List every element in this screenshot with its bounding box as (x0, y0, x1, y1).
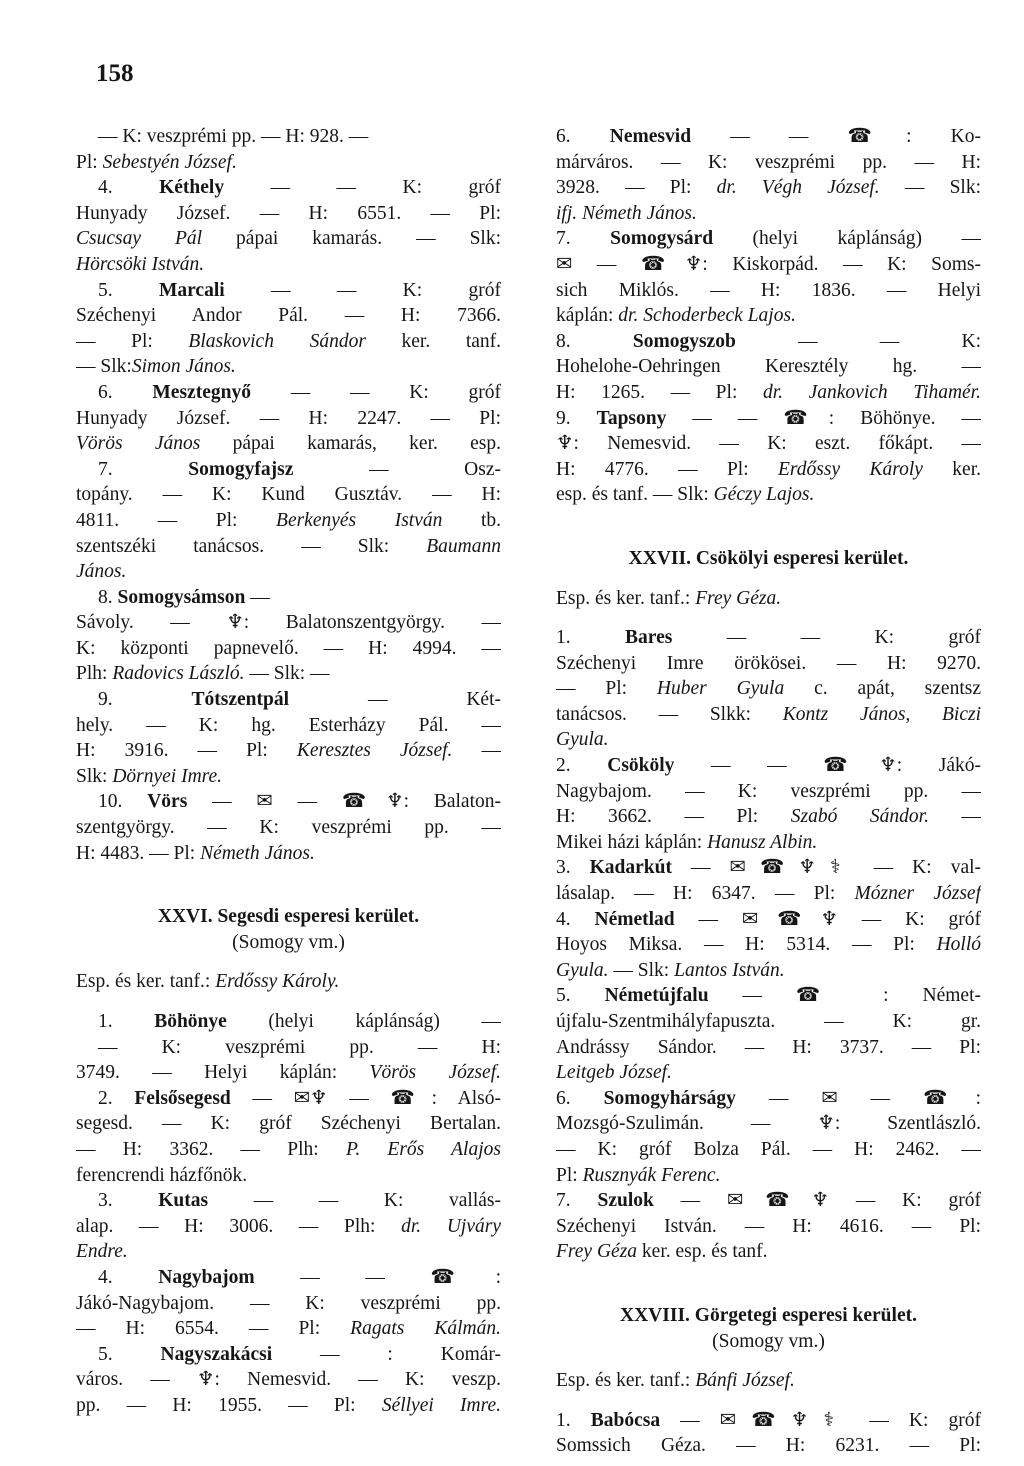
section-heading: XXVI. Segesdi esperesi kerület. (157, 906, 420, 928)
text-line: 3. Kutas — — K: vallás- (98, 1190, 501, 1212)
text-line: Mozsgó-Szulimán. — ♆: Szentlászló. (556, 1113, 981, 1135)
text-line: 6. Mesztegnyő — — K: gróf (98, 381, 501, 403)
text-line: — H: 3362. — Plh: P. Erős Alajos (76, 1138, 501, 1160)
text-line: 3749. — Helyi káplán: Vörös József. (76, 1062, 501, 1084)
left-column (76, 124, 501, 1419)
text-line: Frey Géza ker. esp. és tanf. (556, 1241, 768, 1263)
text-line: Széchenyi Andor Pál. — H: 7366. (76, 305, 501, 327)
text-line: Esp. és ker. tanf.: Erdőssy Károly. (76, 971, 340, 993)
text-line: szentszéki tanácsos. — Slk: Baumann (76, 535, 501, 557)
right-column (556, 124, 981, 1459)
text-line: 2. Felsősegesd — ✉♆ — ☎: Alsó- (98, 1087, 501, 1109)
text-line: 8. Somogyszob — — K: (556, 330, 981, 352)
text-line: 4811. — Pl: Berkenyés István tb. (76, 509, 501, 531)
text-line: Hunyady József. — H: 6551. — Pl: (76, 202, 501, 224)
text-line: H: 4483. — Pl: Németh János. (76, 842, 315, 864)
text-line: 3928. — Pl: dr. Végh József. — Slk: (556, 177, 981, 199)
section-subheading: (Somogy vm.) (712, 1330, 825, 1352)
text-line: 7. Somogysárd (helyi káplánság) — (556, 228, 981, 250)
text-line: ferencrendi házfőnök. (76, 1164, 248, 1186)
text-line: 10. Vörs — ✉ — ☎♆: Balaton- (98, 791, 501, 813)
text-line: 6. Somogyhárságy — ✉ — ☎: (556, 1087, 981, 1109)
text-line: 1. Böhönye (helyi káplánság) — (98, 1011, 501, 1032)
text-line: — Slk:Simon János. (76, 356, 236, 378)
text-line: Slk: Dörnyei Imre. (76, 765, 223, 787)
text-line: Leitgeb József. (556, 1062, 672, 1084)
text-line: ifj. Németh János. (556, 202, 697, 224)
text-line: márváros. — K: veszprémi pp. — H: (556, 151, 981, 173)
text-line: Sávoly. — ♆: Balatonszentgyörgy. — (76, 612, 501, 634)
text-line: Mikei házi káplán: Hanusz Albin. (556, 831, 818, 853)
text-line: H: 1265. — Pl: dr. Jankovich Tihamér. (556, 381, 981, 403)
text-line: 8. Somogysámson — (98, 586, 270, 608)
text-line: tanácsos. — Slkk: Kontz János, Biczi (556, 703, 981, 725)
text-line: segesd. — K: gróf Széchenyi Bertalan. (76, 1113, 501, 1135)
text-line: Csucsay Pál pápai kamarás. — Slk: (76, 228, 501, 250)
text-line: pp. — H: 1955. — Pl: Séllyei Imre. (76, 1394, 501, 1416)
text-line: János. (76, 561, 127, 583)
text-line: Esp. és ker. tanf.: Bánfi József. (556, 1370, 795, 1392)
text-line: H: 3662. — Pl: Szabó Sándor. — (556, 806, 981, 828)
text-line: 2. Csököly — — ☎♆: Jákó- (556, 755, 981, 777)
text-line: 4. Kéthely — — K: gróf (98, 177, 501, 199)
text-line: 7. Szulok — ✉☎♆ — K: gróf (556, 1190, 981, 1212)
text-line: Pl: Sebestyén József. (76, 151, 237, 173)
text-line: Hoyos Miksa. — H: 5314. — Pl: Holló (556, 934, 981, 956)
text-line: alap. — H: 3006. — Plh: dr. Ujváry (76, 1215, 501, 1237)
text-line: Endre. (76, 1241, 128, 1263)
text-line: Nagybajom. — K: veszprémi pp. — (556, 780, 981, 802)
text-line: újfalu-Szentmihályfapuszta. — K: gr. (556, 1011, 981, 1032)
text-line: esp. és tanf. — Slk: Géczy Lajos. (556, 484, 815, 506)
text-line: Széchenyi Imre örökösei. — H: 9270. (556, 652, 981, 674)
text-line: város. — ♆: Nemesvid. — K: veszp. (76, 1369, 501, 1391)
text-line: Jákó-Nagybajom. — K: veszprémi pp. (76, 1292, 501, 1314)
text-line: — Pl: Huber Gyula c. apát, szentsz (556, 678, 981, 700)
text-line: Pl: Rusznyák Ferenc. (556, 1164, 721, 1186)
text-line: 9. Tapsony — — ☎: Böhönye. — (556, 407, 981, 429)
text-line: Gyula. (556, 729, 609, 751)
text-line: Széchenyi István. — H: 4616. — Pl: (556, 1215, 981, 1237)
text-line: Esp. és ker. tanf.: Frey Géza. (556, 587, 782, 609)
text-line: 4. Nagybajom — — ☎: (98, 1266, 501, 1288)
text-line: sich Miklós. — H: 1836. — Helyi (556, 279, 981, 301)
text-line: 1. Bares — — K: gróf (556, 627, 981, 649)
text-line: Plh: Radovics László. — Slk: — (76, 663, 330, 685)
text-line: — K: veszprémi pp. — H: 928. — (98, 126, 369, 147)
text-line: Hunyady József. — H: 2247. — Pl: (76, 407, 501, 429)
text-line: ♆: Nemesvid. — K: eszt. főkápt. — (556, 433, 981, 455)
text-line: 9. Tótszentpál — Két- (98, 689, 501, 711)
text-line: 5. Marcali — — K: gróf (98, 279, 501, 301)
text-line: 6. Nemesvid — — ☎: Ko- (556, 126, 981, 147)
text-line: topány. — K: Kund Gusztáv. — H: (76, 484, 501, 506)
text-line: 1. Babócsa — ✉☎♆⚕ — K: gróf (556, 1409, 981, 1431)
text-line: H: 4776. — Pl: Erdőssy Károly ker. (556, 458, 981, 480)
text-line: Andrássy Sándor. — H: 3737. — Pl: (556, 1036, 981, 1058)
text-line: hely. — K: hg. Esterházy Pál. — (76, 714, 501, 736)
text-line: 5. Nagyszakácsi — : Komár- (98, 1343, 501, 1365)
text-line: lásalap. — H: 6347. — Pl: Mózner József (556, 883, 981, 905)
text-line: — K: gróf Bolza Pál. — H: 2462. — (556, 1138, 981, 1160)
text-line: szentgyörgy. — K: veszprémi pp. — (76, 817, 501, 839)
section-subheading: (Somogy vm.) (232, 931, 345, 953)
section-heading: XXVIII. Görgetegi esperesi kerület. (620, 1304, 917, 1326)
text-line: 4. Németlad — ✉☎♆ — K: gróf (556, 908, 981, 930)
text-line: ✉ — ☎♆: Kiskorpád. — K: Soms- (556, 253, 981, 275)
text-line: — K: veszprémi pp. — H: (98, 1036, 501, 1058)
text-line: Gyula. — Slk: Lantos István. (556, 959, 785, 981)
text-line: H: 3916. — Pl: Keresztes József. — (76, 740, 501, 762)
text-line: Hohelohe-Oehringen Keresztély hg. — (556, 356, 981, 378)
text-line: káplán: dr. Schoderbeck Lajos. (556, 305, 796, 327)
text-line: 7. Somogyfajsz — Osz- (98, 458, 501, 480)
section-heading: XXVII. Csökölyi esperesi kerület. (628, 547, 909, 569)
text-line: Somssich Géza. — H: 6231. — Pl: (556, 1435, 981, 1457)
text-line: Vörös János pápai kamarás, ker. esp. (76, 433, 501, 455)
text-line: K: központi papnevelő. — H: 4994. — (76, 637, 501, 659)
text-line: — H: 6554. — Pl: Ragats Kálmán. (76, 1318, 501, 1340)
text-line: 3. Kadarkút — ✉☎♆⚕ — K: val- (556, 857, 981, 879)
page-number: 158 (96, 60, 134, 87)
text-line: Hörcsöki István. (76, 253, 205, 275)
text-line: — Pl: Blaskovich Sándor ker. tanf. (76, 330, 501, 352)
text-line: 5. Németújfalu — ☎ : Német- (556, 985, 981, 1007)
